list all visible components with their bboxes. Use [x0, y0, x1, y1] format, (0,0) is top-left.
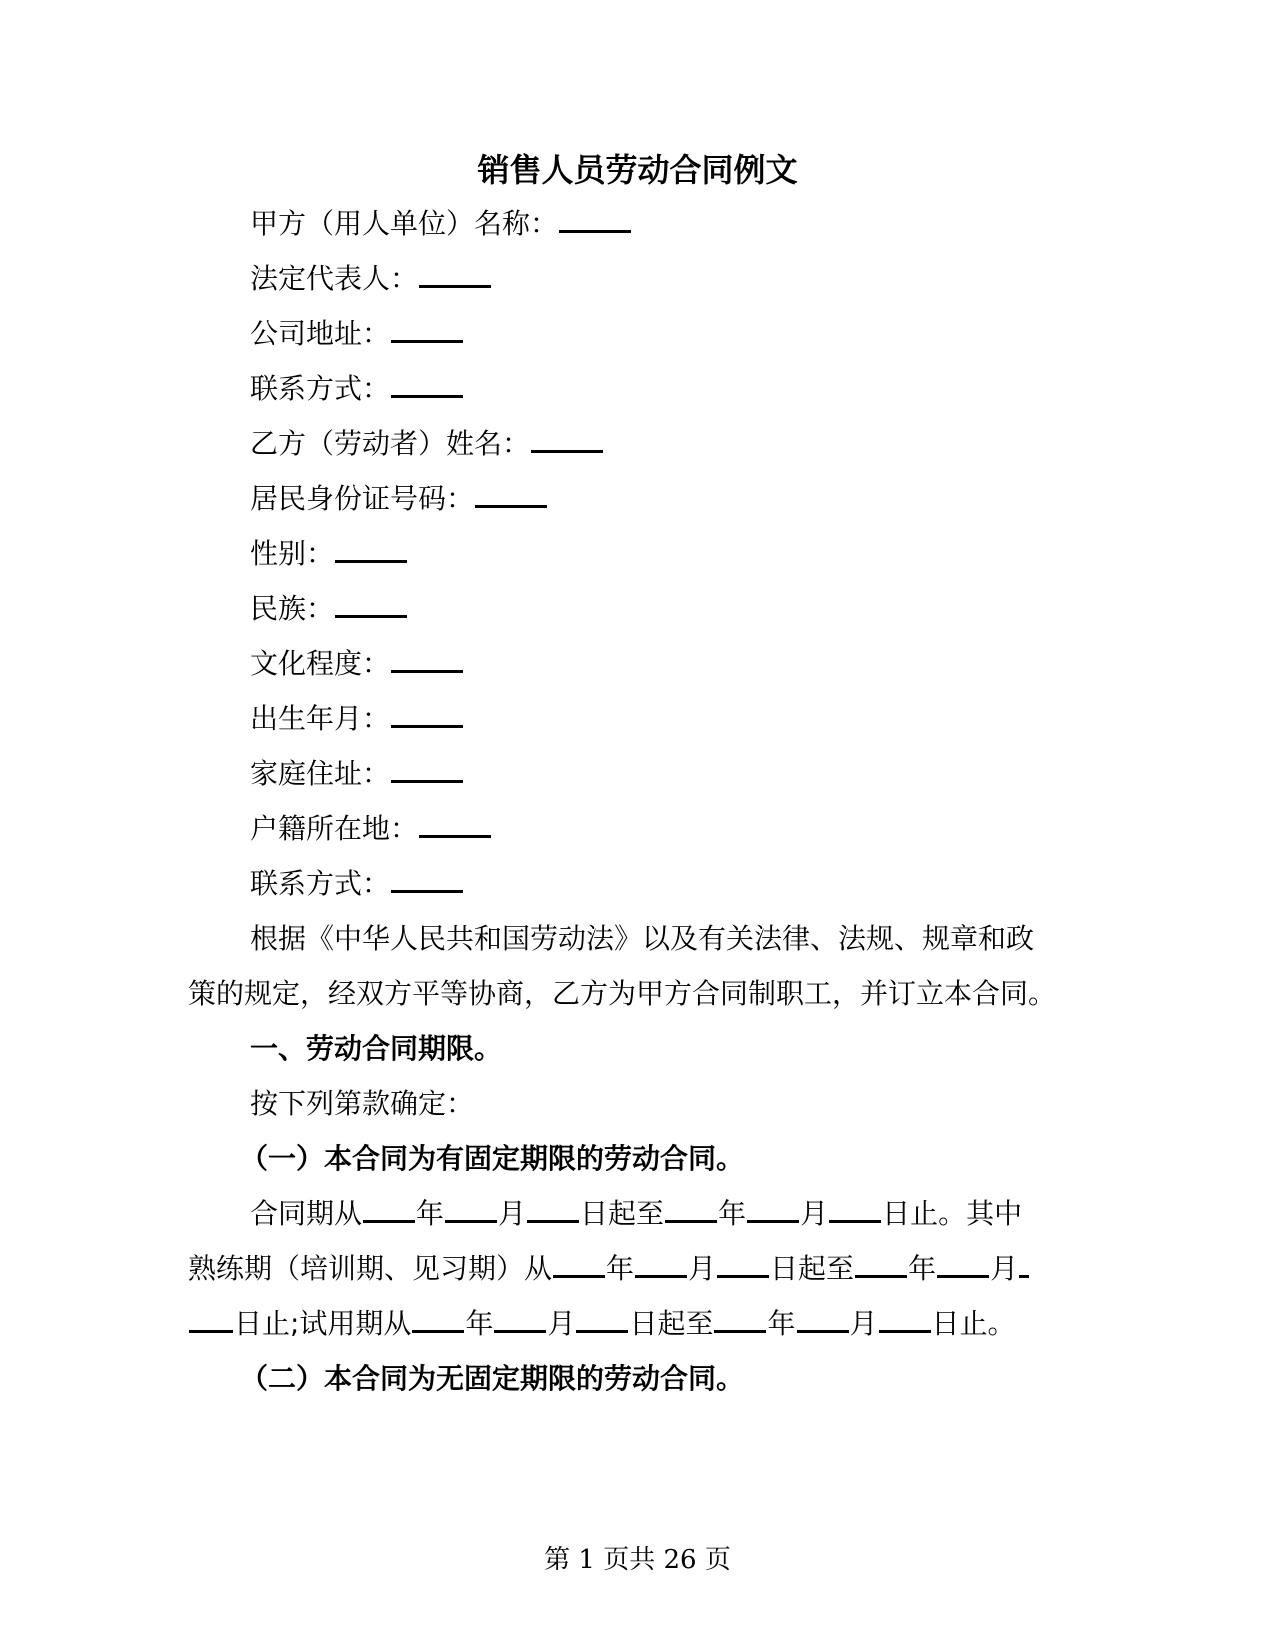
month-label: 月 — [800, 1197, 829, 1230]
day-from-to-label: 日起至 — [629, 1307, 714, 1340]
document-title: 销售人员劳动合同例文 — [477, 151, 798, 189]
home-address-blank — [391, 754, 463, 783]
subsection-open-ended-heading: （二）本合同为无固定期限的劳动合同。 — [240, 1362, 745, 1395]
legal-rep-field — [250, 259, 492, 299]
trial-end-month-blank — [797, 1304, 849, 1333]
employer-contact-blank — [391, 369, 463, 398]
training-end-day-blank-start — [1019, 1249, 1029, 1278]
day-end-label: 日止。 — [931, 1307, 1016, 1340]
employee-name-field — [250, 424, 604, 464]
fixed-term-line-1 — [250, 1194, 1022, 1234]
start-month-blank — [445, 1194, 497, 1223]
subsection-fixed-term-heading: （一）本合同为有固定期限的劳动合同。 — [240, 1142, 745, 1175]
start-year-blank — [363, 1194, 415, 1223]
intro-paragraph-line-1: 根据《中华人民共和国劳动法》以及有关法律、法规、规章和政 — [250, 922, 1035, 955]
gender-field — [250, 534, 408, 574]
training-end-day-blank-end — [189, 1304, 233, 1333]
company-address-label: 公司地址： — [250, 317, 391, 350]
gender-label: 性别： — [250, 537, 335, 570]
employer-name-blank — [559, 204, 631, 233]
contract-from-label: 合同期从 — [250, 1197, 363, 1230]
trial-start-day-blank — [576, 1304, 628, 1333]
employee-name-blank — [531, 424, 603, 453]
year-label: 年 — [908, 1252, 937, 1285]
household-registration-label: 户籍所在地： — [250, 812, 419, 845]
ethnicity-label: 民族： — [250, 592, 335, 625]
end-year-blank — [665, 1194, 717, 1223]
day-from-to-label: 日起至 — [580, 1197, 665, 1230]
month-label: 月 — [498, 1197, 527, 1230]
probation-prefix-label: 熟练期（培训期、见习期）从 — [188, 1252, 553, 1285]
employee-contact-label: 联系方式： — [250, 867, 391, 900]
id-number-field — [250, 479, 548, 519]
household-registration-field — [250, 809, 492, 849]
trial-end-year-blank — [714, 1304, 766, 1333]
day-end-trial-label: 日止;试用期从 — [234, 1307, 412, 1340]
year-label: 年 — [606, 1252, 635, 1285]
end-day-blank — [829, 1194, 881, 1223]
education-blank — [391, 644, 463, 673]
employer-contact-field — [250, 369, 464, 409]
start-day-blank — [527, 1194, 579, 1223]
month-label: 月 — [990, 1252, 1019, 1285]
employee-name-label: 乙方（劳动者）姓名： — [250, 427, 531, 460]
household-registration-blank — [419, 809, 491, 838]
id-number-label: 居民身份证号码： — [250, 482, 475, 515]
month-label: 月 — [547, 1307, 576, 1340]
education-field — [250, 644, 464, 684]
end-month-blank — [747, 1194, 799, 1223]
month-label: 月 — [688, 1252, 717, 1285]
ethnicity-blank — [335, 589, 407, 618]
employer-contact-label: 联系方式： — [250, 372, 391, 405]
employer-name-label: 甲方（用人单位）名称： — [250, 207, 559, 240]
gender-blank — [335, 534, 407, 563]
birth-date-blank — [391, 699, 463, 728]
employee-contact-blank — [391, 864, 463, 893]
intro-paragraph-line-2: 策的规定，经双方平等协商，乙方为甲方合同制职工，并订立本合同。 — [188, 977, 1057, 1010]
legal-rep-blank — [419, 259, 491, 288]
home-address-label: 家庭住址： — [250, 757, 391, 790]
trial-start-year-blank — [412, 1304, 464, 1333]
legal-rep-label: 法定代表人： — [250, 262, 419, 295]
fixed-term-line-3 — [188, 1304, 1016, 1344]
birth-date-field — [250, 699, 464, 739]
training-start-month-blank — [635, 1249, 687, 1278]
section-1-lead: 按下列第款确定： — [250, 1087, 475, 1120]
company-address-field — [250, 314, 464, 354]
page-footer: 第 1 页共 26 页 — [544, 1545, 731, 1575]
company-address-blank — [391, 314, 463, 343]
section-1-heading: 一、劳动合同期限。 — [250, 1032, 503, 1065]
id-number-blank — [475, 479, 547, 508]
trial-end-day-blank — [879, 1304, 931, 1333]
year-label: 年 — [416, 1197, 445, 1230]
trial-start-month-blank — [494, 1304, 546, 1333]
day-end-then-label: 日止。其中 — [882, 1197, 1023, 1230]
year-label: 年 — [465, 1307, 494, 1340]
training-end-month-blank — [937, 1249, 989, 1278]
education-label: 文化程度： — [250, 647, 391, 680]
employer-name-field — [250, 204, 632, 244]
employee-contact-field — [250, 864, 464, 904]
fixed-term-line-2 — [188, 1249, 1030, 1289]
birth-date-label: 出生年月： — [250, 702, 391, 735]
home-address-field — [250, 754, 464, 794]
year-label: 年 — [718, 1197, 747, 1230]
ethnicity-field — [250, 589, 408, 629]
month-label: 月 — [849, 1307, 878, 1340]
training-start-day-blank — [717, 1249, 769, 1278]
training-end-year-blank — [855, 1249, 907, 1278]
year-label: 年 — [767, 1307, 796, 1340]
day-from-to-label: 日起至 — [770, 1252, 855, 1285]
training-start-year-blank — [553, 1249, 605, 1278]
